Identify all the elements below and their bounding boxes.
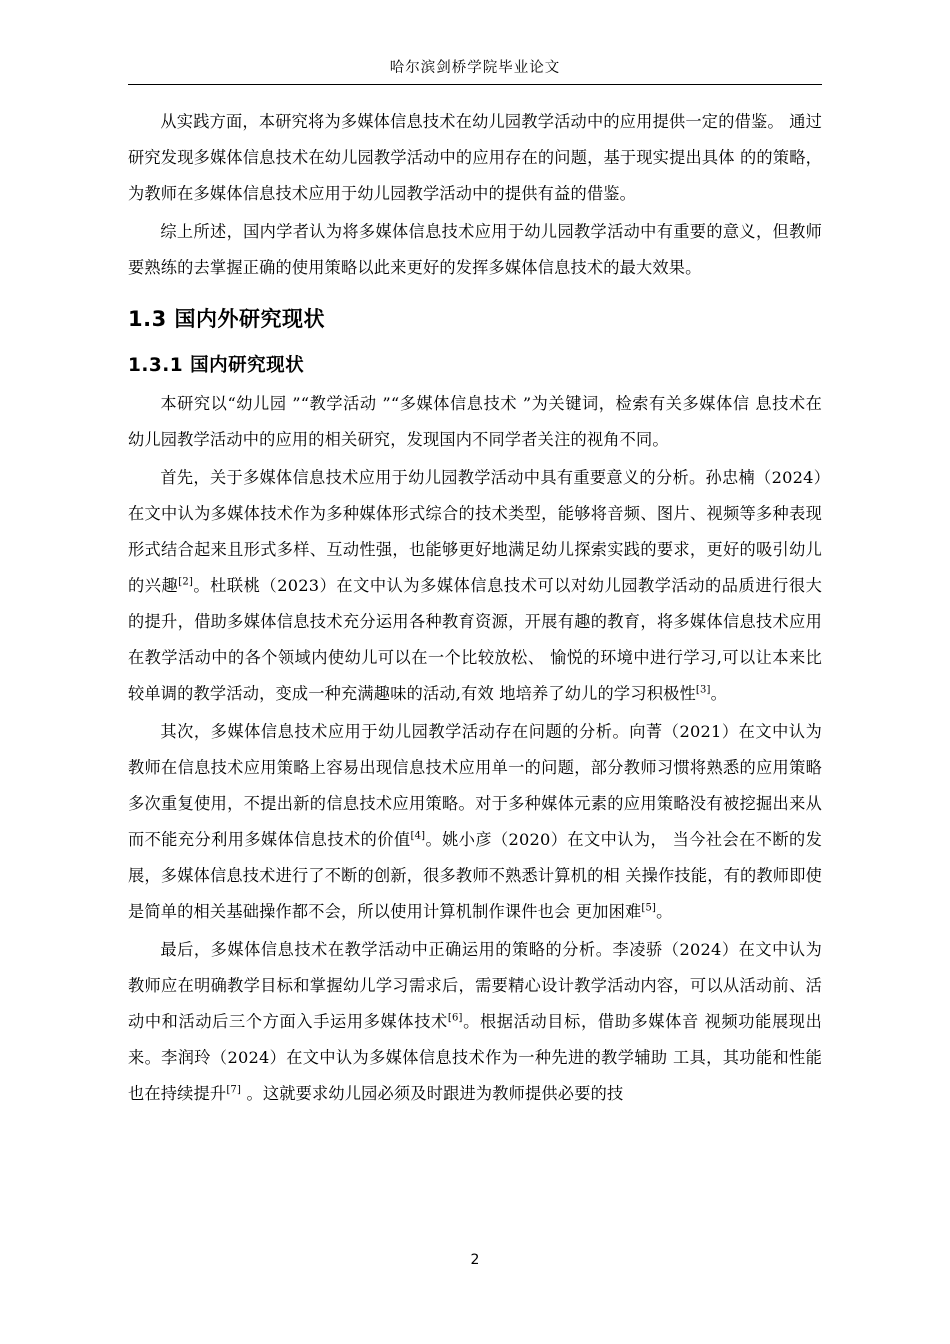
heading-section-1-3-1: 1.3.1 国内研究现状 [128,355,305,376]
paragraph-third-strategies [128,932,822,1112]
citation-ref-5: [5] [641,902,657,914]
text-run-p5b: 。姚小彦（2020）在文中认为， 当今社会在不断的发展，多媒体信息技术进行了不断的创新，很多教师不熟悉计算机的相 关操作技能，有的教师即使是简单的相关基础操作都不会，所以使用计算机制作课件也会 更加困难 [128,830,822,921]
citation-ref-2: [2] [178,576,194,588]
paragraph-second-problems [128,714,822,930]
header-divider [128,84,822,85]
page-header: 哈尔滨剑桥学院毕业论文 [389,60,561,76]
page-number: 2 [470,1252,480,1268]
citation-ref-6: [6] [447,1012,463,1024]
paragraph-first-significance [128,460,822,712]
document-body [128,104,822,1114]
citation-ref-4: [4] [410,830,426,842]
paragraph-summary: 综上所述，国内学者认为将多媒体信息技术应用于幼儿园教学活动中有重要的意义，但教师要熟练的去掌握正确的使用策略以此来更好的发挥多媒体信息技术的最大效果。 [128,222,822,277]
text-run-p4c: 。 [710,684,728,703]
text-run-p4a: 首先，关于多媒体信息技术应用于幼儿园教学活动中具有重要意义的分析。孙忠楠（2024）在文中认为多媒体技术作为多种媒体形式综合的技术类型，能够将音频、图片、视频等多种表现形式结合起来且形式多样、互动性强，也能够更好地满足幼儿探索实践的要求，更好的吸引幼儿的兴趣 [128,468,822,595]
text-run-p6a: 最后，多媒体信息技术在教学活动中正确运用的策略的分析。李凌骄（2024）在文中认为教师应在明确教学目标和掌握幼儿学习需求后，需要精心设计教学活动内容，可以从活动前、活动中和活动后三个方面入手运用多媒体技术 [128,940,822,1031]
text-run-p5a: 其次，多媒体信息技术应用于幼儿园教学活动存在问题的分析。向菁（2021）在文中认为教师在信息技术应用策略上容易出现信息技术应用单一的问题，部分教师习惯将熟悉的应用策略多次重复使用，不提出新的信息技术应用策略。对于多种媒体元素的应用策略没有被挖掘出来从而不能充分利用多媒体信息技术的价值 [128,722,822,849]
paragraph-practice-significance: 从实践方面，本研究将为多媒体信息技术在幼儿园教学活动中的应用提供一定的借鉴。 通过研究发现多媒体信息技术在幼儿园教学活动中的应用存在的问题，基于现实提出具体 的的策略，为教师在多媒体信息技术应用于幼儿园教学活动中的提供有益的借鉴。 [128,112,822,203]
text-run-p6b: 。根据活动目标，借助多媒体音 视频功能展现出来。李润玲（2024）在文中认为多媒体信息技术作为一种先进的教学辅助 工具，其功能和性能也在持续提升 [128,1012,822,1103]
citation-ref-3: [3] [695,684,711,696]
text-run-p6c: 。这就要求幼儿园必须及时跟进为教师提供必要的技 [241,1084,624,1103]
citation-ref-7: [7] [226,1084,242,1096]
text-run-p5c: 。 [656,902,673,921]
text-run-p4b: 。杜联桃（2023）在文中认为多媒体信息技术可以对幼儿园教学活动的品质进行很大的提升，借助多媒体信息技术充分运用各种教育资源，开展有趣的教育，将多媒体信息技术应用在教学活动中的各个领域内使幼儿可以在一个比较放松、 愉悦的环境中进行学习,可以让本来比较单调的教学活动，变成一种充满趣味的活动,有效 地培养了幼儿的学习积极性 [128,576,822,703]
heading-section-1-3: 1.3 国内外研究现状 [128,307,326,331]
paragraph-keywords-search: 本研究以“幼儿园 ”“教学活动 ”“多媒体信息技术 ”为关键词，检索有关多媒体信 息技术在幼儿园教学活动中的应用的相关研究，发现国内不同学者关注的视角不同。 [128,394,822,449]
